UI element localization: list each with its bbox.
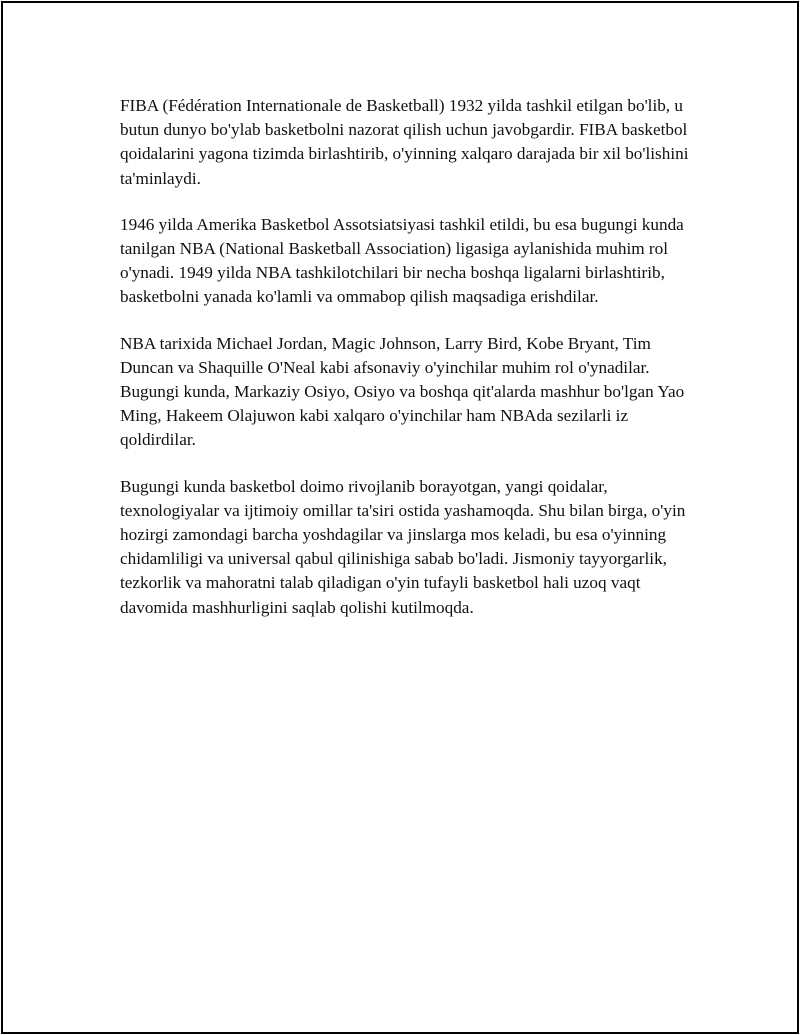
- paragraph-nba-founding: 1946 yilda Amerika Basketbol Assotsiatsiyasi tashkil etildi, bu esa bugungi kunda tanilgan NBA (National Basketball Association) ligasiga aylanishida muhim rol o'ynadi. 1949 yilda NBA tashkilotchilari bir necha boshqa ligalarni birlashtirib, basketbolni yanada ko'lamli va ommabop qilish maqsadiga erishdilar.: [120, 214, 684, 307]
- paragraph-basketball-today: Bugungi kunda basketbol doimo rivojlanib borayotgan, yangi qoidalar, texnologiyalar va ijtimoiy omillar ta'siri ostida yashamoqda. Shu bilan birga, o'yin hozirgi zamondagi barcha yoshdagilar va jinslarga mos keladi, bu esa o'yinning chidamliligi va universal qabul qilinishiga sabab bo'ladi. Jismoniy tayyorgarlik, tezkorlik va mahoratni talab qiladigan o'yin tufayli basketbol hali uzoq vaqt davomida mashhurligini saqlab qolishi kutilmoqda.: [120, 476, 686, 617]
- page-content: [120, 94, 695, 642]
- page-frame: [1, 1, 799, 1034]
- paragraph-fiba: FIBA (Fédération Internationale de Basketball) 1932 yilda tashkil etilgan bo'lib, u butun dunyo bo'ylab basketbolni nazorat qilish uchun javobgardir. FIBA basketbol qoidalarini yagona tizimda birlashtirib, o'yinning xalqaro darajada bir xil bo'lishini ta'minlaydi.: [120, 96, 689, 188]
- paragraph-nba-players: NBA tarixida Michael Jordan, Magic Johnson, Larry Bird, Kobe Bryant, Tim Duncan va Shaquille O'Neal kabi afsonaviy o'yinchilar muhim rol o'ynadilar. Bugungi kunda, Markaziy Osiyo, Osiyo va boshqa qit'alarda mashhur bo'lgan Yao Ming, Hakeem Olajuwon kabi xalqaro o'yinchilar ham NBAda sezilarli iz qoldirdilar.: [120, 333, 685, 450]
